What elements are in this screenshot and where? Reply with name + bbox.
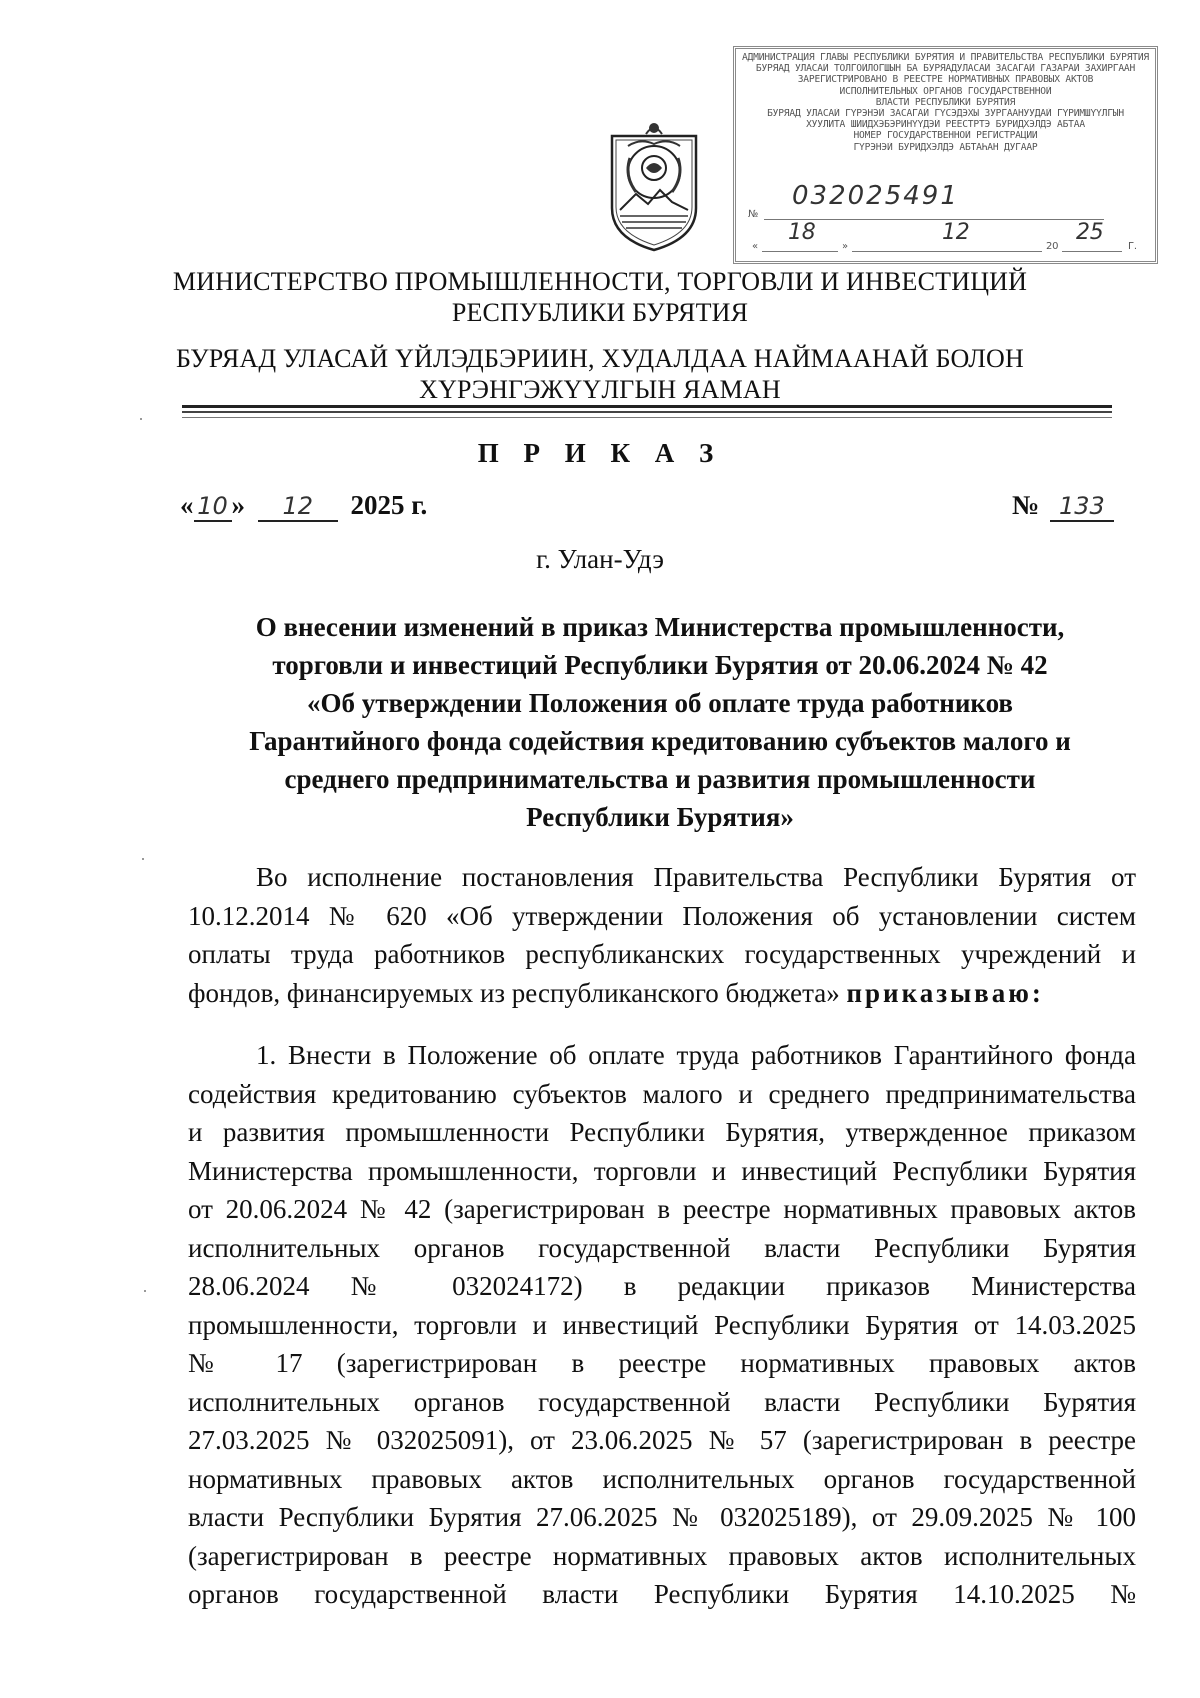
stamp-date-year: 25	[1076, 220, 1104, 245]
clause-line: № 17 (зарегистрирован в реестре нормативных правовых актов	[188, 1348, 1136, 1378]
order-date-month: 12	[258, 492, 338, 522]
clause-line: от 20.06.2024 № 42 (зарегистрирован в реестре нормативных правовых актов	[188, 1194, 1136, 1224]
order-date	[180, 490, 427, 522]
stamp-date-month: 12	[942, 220, 970, 245]
stamp-line: НОМЕР ГОСУДАРСТВЕННОЙ РЕГИСТРАЦИИ	[853, 130, 1038, 142]
order-date-open-quote: «	[180, 490, 194, 520]
stamp-date-year-prefix: 20	[1046, 241, 1059, 252]
subject-line: торговли и инвестиций Республики Бурятия от 20.06.2024 № 42	[272, 650, 1048, 680]
preamble-line: оплаты труда работников республиканских государственных учреждений и	[188, 939, 1136, 969]
subject-line: Республики Бурятия»	[526, 802, 794, 832]
ministry-name-bur-line-1: БУРЯАД УЛАСАЙ ҮЙЛЭДБЭРИИН, ХУДАЛДАА НАЙМААНАЙ БОЛОН	[175, 344, 1024, 373]
stamp-line: ГҮРЭНЭЙ БУРИДХЭЛДЭ АБТАҺАН ДУГААР	[853, 141, 1038, 153]
clause-line: 27.03.2025 № 032025091), от 23.06.2025 № 57 (зарегистрирован в реестре	[188, 1425, 1136, 1455]
clause-1-paragraph	[188, 1036, 1136, 1614]
clause-line: и развития промышленности Республики Бурятия, утвержденное приказом	[188, 1117, 1136, 1147]
order-subject	[180, 608, 1140, 836]
stamp-line: АДМИНИСТРАЦИЯ ГЛАВЫ РЕСПУБЛИКИ БУРЯТИЯ И ПРАВИТЕЛЬСТВА РЕСПУБЛИКИ БУРЯТИЯ	[741, 52, 1150, 63]
subject-line: Гарантийного фонда содействия кредитованию субъектов малого и	[249, 726, 1071, 756]
order-date-day: 10	[194, 492, 232, 522]
stamp-number-value: 032025491	[792, 181, 959, 211]
stamp-line: ИСПОЛНИТЕЛЬНЫХ ОРГАНОВ ГОСУДАРСТВЕННОЙ	[839, 85, 1052, 97]
subject-line: «Об утверждении Положения об оплате труда работников	[306, 688, 1014, 718]
order-word: приказываю:	[846, 977, 1044, 1008]
stamp-registration-date	[744, 220, 1149, 255]
stamp-line: ЗАРЕГИСТРИРОВАНО В РЕЕСТРЕ НОРМАТИВНЫХ ПРАВОВЫХ АКТОВ	[797, 74, 1094, 86]
ministry-name-ru-line-1: МИНИСТЕРСТВО ПРОМЫШЛЕННОСТИ, ТОРГОВЛИ И ИНВЕСТИЦИЙ	[172, 267, 1028, 296]
scan-speck	[142, 858, 144, 860]
coat-of-arms-emblem	[606, 116, 702, 252]
subject-line: среднего предпринимательства и развития промышленности	[284, 764, 1036, 794]
ministry-name-bur-line-2: ХҮРЭНГЭЖҮҮЛГЫН ЯАМАН	[419, 375, 781, 404]
clause-line: органов государственной власти Республики Бурятия 14.10.2025 №	[188, 1579, 1136, 1609]
clause-line: 1. Внести в Положение об оплате труда работников Гарантийного фонда	[256, 1040, 1136, 1070]
header-divider	[182, 417, 1112, 418]
stamp-date-day: 18	[788, 220, 816, 245]
stamp-line: ХУУЛИТА ШИИДХЭБЭРИНҮҮДЭЙ РЕЕСТРТЭ БУРИДХЭЛДЭ АБТАА	[806, 119, 1085, 131]
clause-line: исполнительных органов государственной власти Республики Бурятия	[188, 1232, 1136, 1263]
stamp-date-suffix: Г.	[1128, 241, 1137, 252]
city-line: г. Улан-Удэ	[536, 544, 664, 574]
preamble-last-text: фондов, финансируемых из республиканского бюджета»	[188, 977, 840, 1008]
header-divider	[182, 405, 1112, 408]
stamp-date-open-quote: «	[752, 241, 758, 252]
stamp-line: БУРЯАД УЛАСАЙ ТОЛГОЙЛОГШЫН БА БУРЯАДУЛАСАЙ ЗАСАГАЙ ГАЗАРАЙ ЗАХИРГААН	[755, 63, 1136, 75]
preamble-line-last	[188, 974, 1136, 1013]
clause-line: содействия кредитованию субъектов малого и среднего предпринимательства	[188, 1078, 1136, 1109]
preamble-line: Во исполнение постановления Правительства Республики Бурятия от	[256, 862, 1136, 892]
stamp-line: БУРЯАД УЛАСАЙ ГҮРЭНЭЙ ЗАСАГАЙ ГҮСЭДЭХЫ ЗУРГААНУУДАЙ ГҮРИМШҮҮЛГЫН	[767, 108, 1124, 120]
clause-line: промышленности, торговли и инвестиций Республики Бурятия от 14.03.2025	[188, 1309, 1136, 1340]
clause-line: власти Республики Бурятия 27.06.2025 № 032025189), от 29.09.2025 № 100	[188, 1502, 1136, 1532]
clause-line: 28.06.2024 № 032024172) в редакции приказов Министерства	[188, 1271, 1136, 1301]
clause-line: нормативных правовых актов исполнительных органов государственной	[188, 1463, 1136, 1494]
stamp-date-close-quote: »	[842, 241, 848, 252]
order-date-close-quote: »	[231, 490, 245, 520]
registration-stamp	[733, 46, 1158, 264]
clause-line: (зарегистрирован в реестре нормативных правовых актов исполнительных	[188, 1540, 1136, 1571]
scan-speck	[140, 418, 142, 420]
order-number	[1012, 490, 1114, 522]
document-title: П Р И К А З	[477, 438, 723, 468]
preamble-line: 10.12.2014 № 620 «Об утверждении Положения об установлении систем	[188, 900, 1136, 931]
order-number-label: №	[1012, 490, 1040, 520]
order-number-value: 133	[1050, 492, 1114, 522]
clause-line: исполнительных органов государственной власти Республики Бурятия	[188, 1386, 1136, 1417]
header-divider	[182, 411, 1112, 413]
stamp-line: ВЛАСТИ РЕСПУБЛИКИ БУРЯТИЯ	[875, 96, 1016, 108]
stamp-number-label: №	[748, 209, 759, 220]
ministry-name-ru-line-2: РЕСПУБЛИКИ БУРЯТИЯ	[451, 298, 749, 327]
clause-line: Министерства промышленности, торговли и инвестиций Республики Бурятия	[188, 1155, 1136, 1186]
subject-line: О внесении изменений в приказ Министерства промышленности,	[255, 612, 1065, 642]
order-date-year: 2025 г.	[350, 490, 428, 520]
preamble-paragraph	[188, 858, 1136, 1012]
scan-speck	[144, 1290, 146, 1292]
